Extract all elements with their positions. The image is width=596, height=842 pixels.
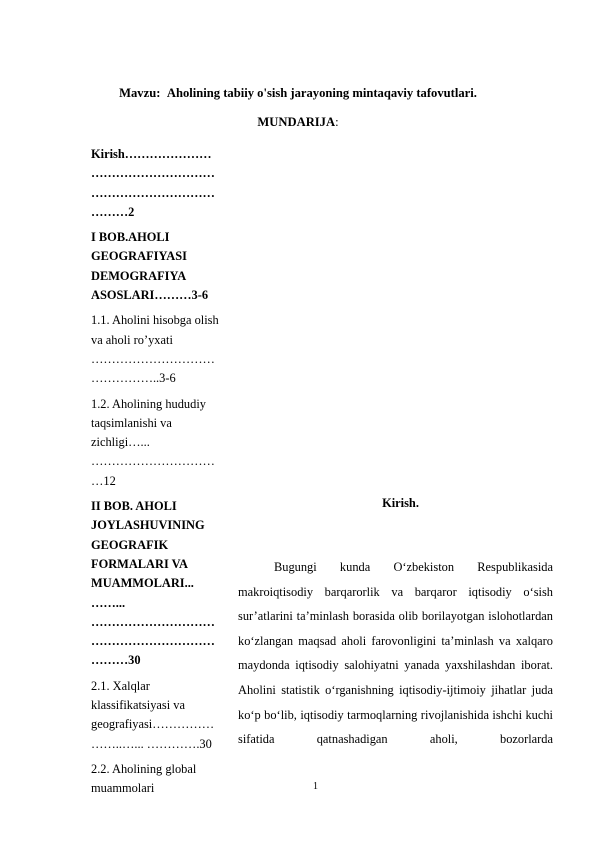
toc-entry-chapter-2: II BOB. AHOLI JOYLASHUVINING GEOGRAFIK FORMALARI VA MUAMMOLARI... ……... ……………………………………………………………30 (91, 499, 215, 668)
contents-heading-colon: : (335, 115, 339, 129)
title-topic: Aholining tabiiy o'sish jarayoning mintaqaviy tafovutlari. (166, 86, 477, 100)
document-title (0, 86, 596, 101)
contents-heading (0, 115, 596, 130)
page-number: 1 (313, 781, 318, 792)
contents-heading-text: MUNDARIJA (257, 115, 336, 129)
intro-paragraph: Bugungi kunda O‘zbekiston Respublikasida makroiqtisodiy barqarorlik va barqaror iqtisodiy o‘sish sur’atlarini ta’minlash borasida olib borilayotgan islohotlardan ko‘zlangan maqsad aholi farovonligini ta’minlash va xalqaro maydonda iqtisodiy salohiyatni yanada yaxshilashdan iborat. Aholini statistik o‘rganishning iqtisodiy-ijtimoiy jihatlar juda ko‘p bo‘lib, iqtisodiy tarmoqlarning rivojlanishida ishchi kuchi sifatida qatnashadigan aholi, bozorlarda (238, 560, 553, 747)
toc-entry-kirish: Kirish………………………………………………………………………………2 (91, 147, 215, 219)
toc-entry-1-1: 1.1. Aholini hisobga olish va aholi ro’yxati ………………………………………..3-6 (91, 313, 219, 386)
toc-entry-2-1: 2.1. Xalqlar klassifikatsiyasi va geografiyasi…………………..…... ………….30 (91, 678, 215, 751)
toc-entry-chapter-1: I BOB.AHOLI GEOGRAFIYASI DEMOGRAFIYA ASOSLARI………3-6 (91, 230, 209, 303)
toc-entry-1-2: 1.2. Aholining hududiy taqsimlanishi va zichligi…... ……………………………12 (91, 396, 215, 488)
section-heading: Kirish. (382, 496, 419, 510)
body-column (238, 493, 553, 752)
title-label: Mavzu: (119, 86, 161, 100)
table-of-contents (91, 145, 223, 805)
toc-entry-2-2: 2.2. Aholining global muammolari (91, 761, 197, 796)
